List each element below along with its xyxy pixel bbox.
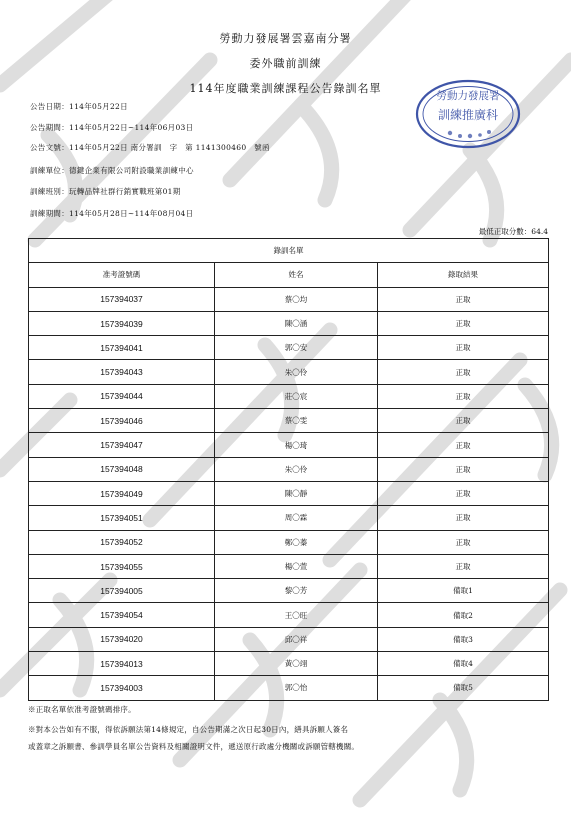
announce-period: 公告期間：114年05月22日~114年06月03日 <box>30 123 194 132</box>
name-cell: 鄭〇蓁 <box>215 530 378 554</box>
name-cell: 朱〇伶 <box>215 360 378 384</box>
name-cell: 郭〇怡 <box>215 676 378 700</box>
result-cell: 備取5 <box>378 676 549 700</box>
column-header-result: 錄取結果 <box>378 263 549 287</box>
result-cell: 備取1 <box>378 579 549 603</box>
announce-date: 公告日期：114年05月22日 <box>30 102 128 111</box>
exam-number-cell: 157394005 <box>29 579 215 603</box>
result-cell: 正取 <box>378 433 549 457</box>
training-period: 訓練期間：114年05月28日~114年08月04日 <box>30 209 194 218</box>
table-row <box>29 530 549 554</box>
official-stamp <box>414 78 522 150</box>
exam-number-cell: 157394039 <box>29 311 215 335</box>
name-cell: 陳〇靜 <box>215 481 378 505</box>
doc-number: 公告文號：114年05月22日 南分署訓 字 第 1141300460 號函 <box>30 143 270 152</box>
exam-number-cell: 157394051 <box>29 506 215 530</box>
exam-number-cell: 157394047 <box>29 433 215 457</box>
table-row <box>29 457 549 481</box>
table-row <box>29 579 549 603</box>
stamp-inner-text: 訓練推廣科 <box>437 108 499 122</box>
appeal-note-line-1: ※對本公告如有不服，得依訴願法第14條規定，自公告期滿之次日起30日內，繕具訴願人簽名 <box>28 725 349 734</box>
result-cell: 備取4 <box>378 652 549 676</box>
name-cell: 周〇霖 <box>215 506 378 530</box>
name-cell: 黎〇芳 <box>215 579 378 603</box>
exam-number-cell: 157394049 <box>29 481 215 505</box>
name-cell: 蔡〇雯 <box>215 409 378 433</box>
minimum-score: 最低正取分數：64.4 <box>478 227 548 236</box>
table-row <box>29 360 549 384</box>
result-cell: 正取 <box>378 457 549 481</box>
name-cell: 邱〇祥 <box>215 627 378 651</box>
table-row <box>29 481 549 505</box>
table-row <box>29 627 549 651</box>
roster-table <box>28 238 549 701</box>
program-name: 委外職前訓練 <box>249 57 322 70</box>
result-cell: 正取 <box>378 336 549 360</box>
column-header-exam-number: 准考證號碼 <box>29 263 215 287</box>
table-row <box>29 433 549 457</box>
table-row <box>29 676 549 700</box>
exam-number-cell: 157394020 <box>29 627 215 651</box>
table-row <box>29 287 549 311</box>
appeal-note-line-2: 或蓋章之訴願書、參訓學員名單公告資料及相關證明文件，遞送原行政處分機關或訴願管轄機關。 <box>28 742 360 751</box>
table-row <box>29 336 549 360</box>
result-cell: 正取 <box>378 554 549 578</box>
class-name: 訓練班別：玩轉品牌社群行銷實戰班第01期 <box>30 187 181 196</box>
sort-note: ※正取名單依准考證號碼排序。 <box>28 705 136 714</box>
exam-number-cell: 157394043 <box>29 360 215 384</box>
result-cell: 備取2 <box>378 603 549 627</box>
column-header-name: 姓名 <box>215 263 378 287</box>
table-row <box>29 554 549 578</box>
result-cell: 正取 <box>378 384 549 408</box>
table-row <box>29 652 549 676</box>
exam-number-cell: 157394013 <box>29 652 215 676</box>
exam-number-cell: 157394037 <box>29 287 215 311</box>
table-row <box>29 603 549 627</box>
table-row <box>29 506 549 530</box>
training-unit: 訓練單位：德鍵企業有限公司附設職業訓練中心 <box>30 166 194 175</box>
exam-number-cell: 157394041 <box>29 336 215 360</box>
exam-number-cell: 157394055 <box>29 554 215 578</box>
agency-name: 勞動力發展署雲嘉南分署 <box>219 32 352 45</box>
exam-number-cell: 157394044 <box>29 384 215 408</box>
exam-number-cell: 157394003 <box>29 676 215 700</box>
name-cell: 朱〇伶 <box>215 457 378 481</box>
result-cell: 正取 <box>378 311 549 335</box>
result-cell: 正取 <box>378 506 549 530</box>
name-cell: 王〇旺 <box>215 603 378 627</box>
result-cell: 正取 <box>378 287 549 311</box>
table-row <box>29 384 549 408</box>
result-cell: 備取3 <box>378 627 549 651</box>
exam-number-cell: 157394046 <box>29 409 215 433</box>
result-cell: 正取 <box>378 360 549 384</box>
name-cell: 楊〇琦 <box>215 433 378 457</box>
table-caption: 錄訓名單 <box>29 239 549 263</box>
name-cell: 黃〇翊 <box>215 652 378 676</box>
table-row <box>29 409 549 433</box>
document-title: 114年度職業訓練課程公告錄訓名單 <box>189 82 382 95</box>
name-cell: 莊〇宸 <box>215 384 378 408</box>
result-cell: 正取 <box>378 530 549 554</box>
result-cell: 正取 <box>378 481 549 505</box>
table-row <box>29 311 549 335</box>
name-cell: 蔡〇均 <box>215 287 378 311</box>
name-cell: 郭〇安 <box>215 336 378 360</box>
exam-number-cell: 157394052 <box>29 530 215 554</box>
result-cell: 正取 <box>378 409 549 433</box>
stamp-text: 勞動力發展署 <box>436 90 500 102</box>
name-cell: 陳〇涵 <box>215 311 378 335</box>
exam-number-cell: 157394048 <box>29 457 215 481</box>
name-cell: 楊〇萱 <box>215 554 378 578</box>
exam-number-cell: 157394054 <box>29 603 215 627</box>
